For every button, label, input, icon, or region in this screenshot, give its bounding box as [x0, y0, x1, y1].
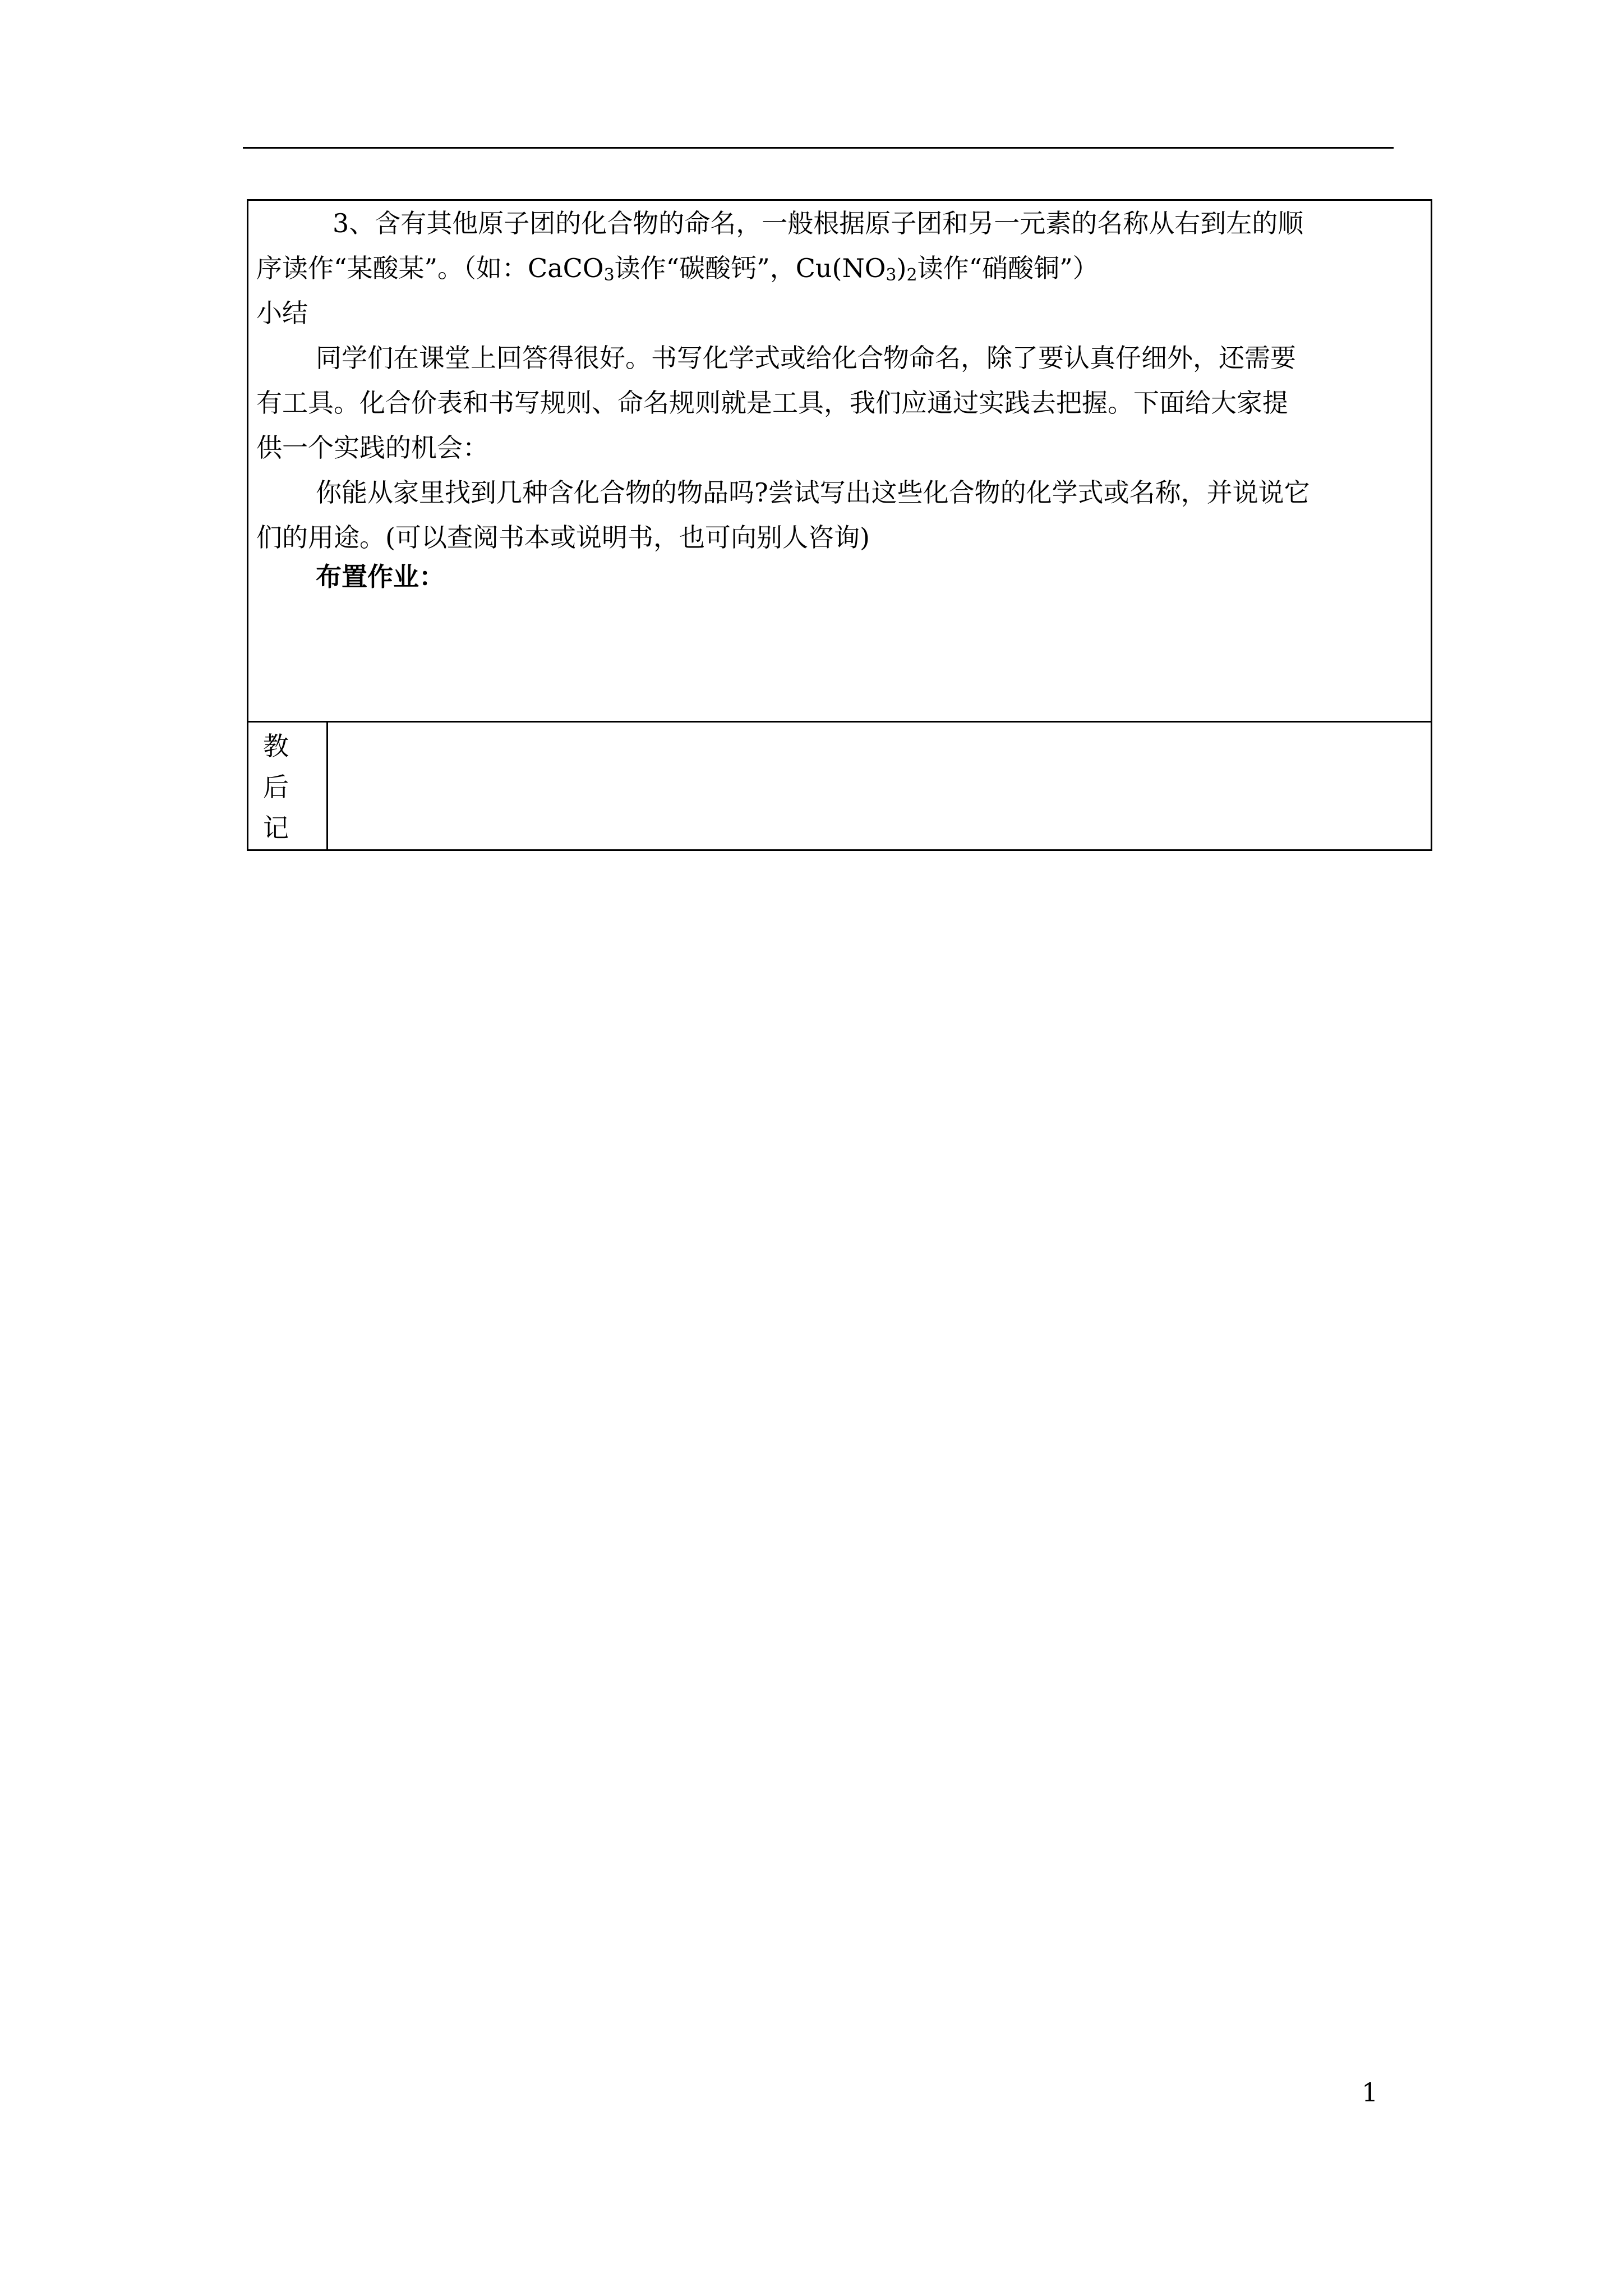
summary-paragraph-line-1: 同学们在课堂上回答得很好。书写化学式或给化合物命名，除了要认真仔细外，还需要 [316, 343, 1296, 373]
post-lesson-notes-row [248, 723, 1431, 849]
naming-example-text-c: ) [896, 253, 907, 283]
naming-example-text-d: 读作“硝酸铜”） [917, 253, 1099, 283]
page-number: 1 [1362, 2077, 1378, 2108]
summary-paragraph-line-2: 有工具。化合价表和书写规则、命名规则就是工具，我们应通过实践去把握。下面给大家提 [256, 388, 1288, 418]
practice-paragraph-line-2: 们的用途。(可以查阅书本或说明书，也可向别人咨询) [256, 522, 870, 553]
notes-label-char-1: 教 [263, 731, 289, 761]
subscript-no3: 3 [886, 265, 897, 285]
post-lesson-notes-label [248, 723, 328, 849]
naming-rule-line-2 [256, 251, 1099, 285]
homework-label: 布置作业： [316, 562, 445, 592]
practice-paragraph-line-1: 你能从家里找到几种含化合物的物品吗?尝试写出这些化合物的化学式或名称，并说说它 [316, 477, 1310, 508]
summary-paragraph-line-3: 供一个实践的机会： [256, 432, 488, 463]
subscript-caco3: 3 [603, 265, 615, 285]
post-lesson-notes-body [330, 723, 1431, 849]
notes-label-char-2: 后 [263, 772, 289, 802]
naming-example-text-b: 读作“碳酸钙”，Cu(NO [614, 253, 886, 283]
notes-label-char-3: 记 [263, 813, 289, 843]
subscript-2: 2 [906, 265, 917, 285]
naming-rule-line-1: 3、含有其他原子团的化合物的命名，一般根据原子团和另一元素的名称从右到左的顺 [333, 208, 1304, 238]
header-rule [243, 147, 1394, 149]
naming-example-text-a: 序读作“某酸某”。（如：CaCO [256, 253, 604, 283]
lesson-content-cell [248, 201, 1431, 723]
lesson-table [247, 199, 1432, 851]
summary-heading: 小结 [256, 298, 308, 328]
